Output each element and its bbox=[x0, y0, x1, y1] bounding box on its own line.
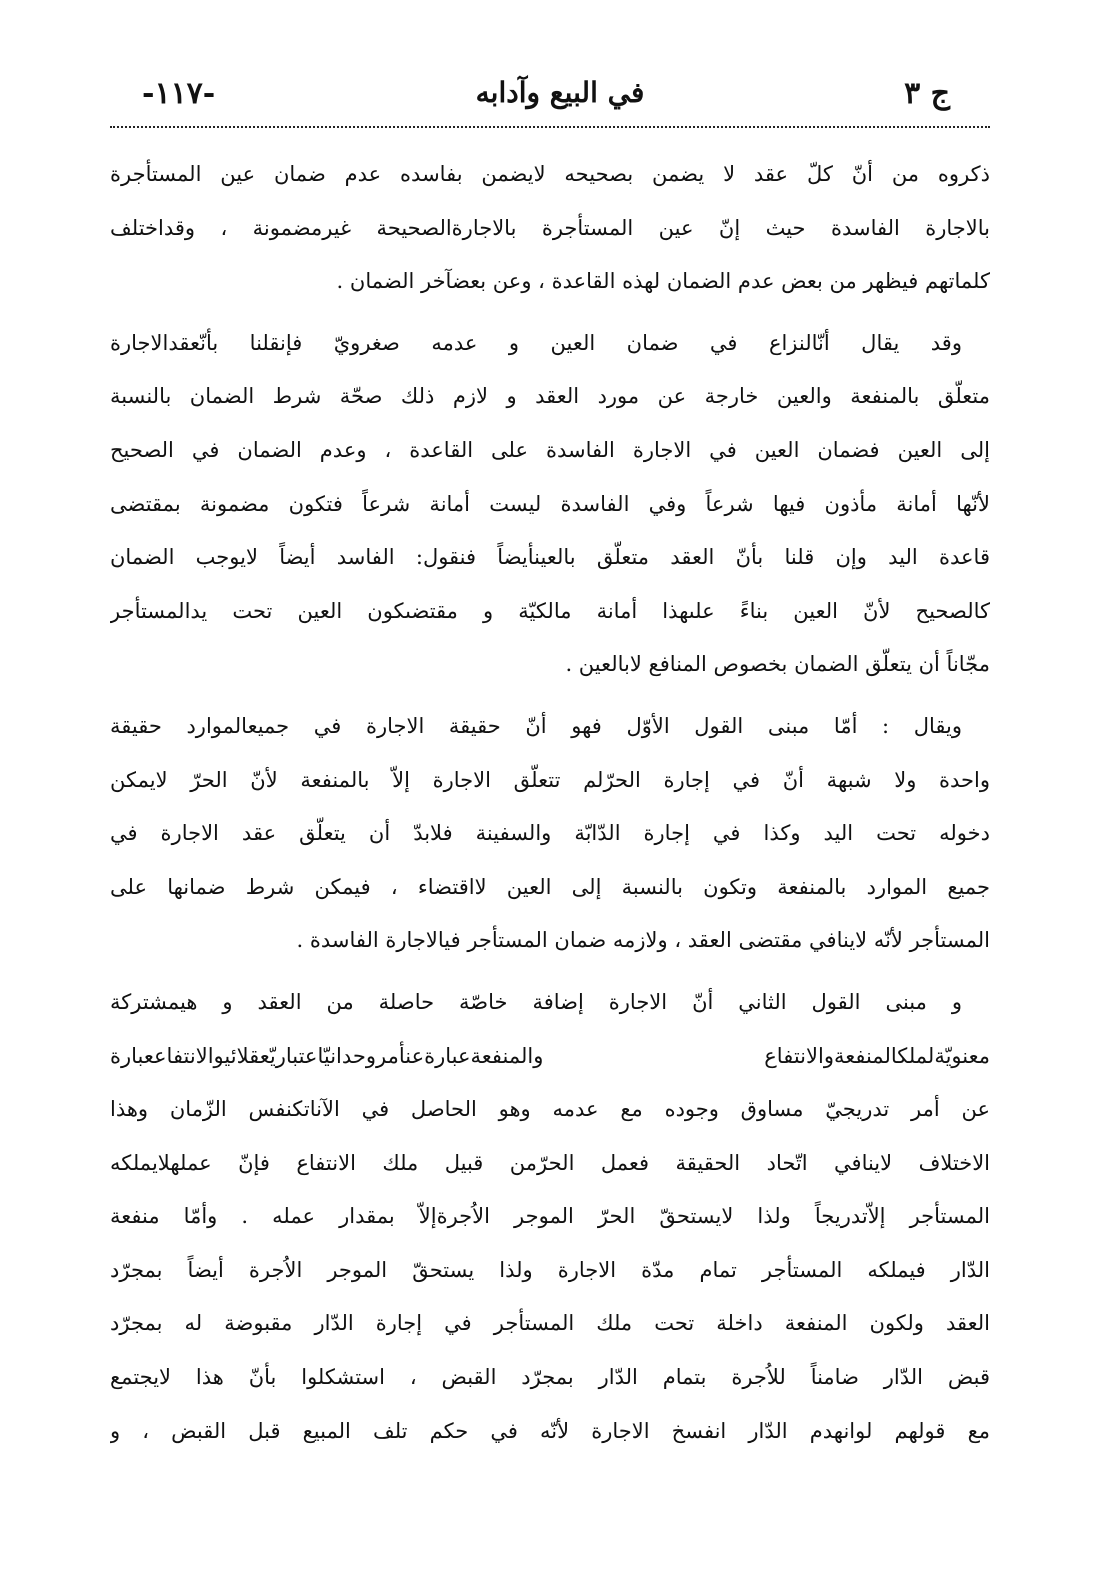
paragraph bbox=[110, 148, 990, 309]
text-line: لأنّها أمانة مأذون فيها شرعاً وفي الفاسدة ليست أمانة شرعاً فتكون مضمونة بمقتضى bbox=[110, 491, 990, 516]
text-line: معنويّةلملكالمنفعةوالانتفاع والمنفعةعبارةعنأمروحدانيّاعتباريّعقلائيوالانتفاععبارة bbox=[110, 1043, 990, 1068]
text-line: إلى العين فضمان العين في الاجارة الفاسدة على القاعدة ، وعدم الضمان في الصحيح bbox=[110, 437, 990, 462]
text-line: وقد يقال أنّالنزاع في ضمان العين و عدمه صغرويّ فإنقلنا بأنّعقدالاجارة bbox=[110, 330, 962, 355]
paragraph bbox=[110, 317, 990, 692]
text-line: العقد ولكون المنفعة داخلة تحت ملك المستأجر في إجارة الدّار مقبوضة له بمجرّد bbox=[110, 1311, 990, 1336]
text-line: متعلّق بالمنفعة والعين خارجة عن مورد العقد و لازم ذلك صحّة شرط الضمان بالنسبة bbox=[110, 384, 990, 409]
page-body bbox=[110, 148, 990, 1466]
running-header bbox=[130, 70, 990, 122]
text-line: قاعدة اليد وإن قلنا بأنّ العقد متعلّق بالعينأيضاً فنقول: الفاسد أيضاً لايوجب الضمان bbox=[110, 545, 990, 570]
header-divider bbox=[110, 126, 990, 128]
text-line: واحدة ولا شبهة أنّ في إجارة الحرّلم تتعلّق الاجارة إلاّ بالمنفعة لأنّ الحرّ لايمكن bbox=[110, 767, 990, 792]
text-line: المستأجر لأنّه لاينافي مقتضى العقد ، ولازمه ضمان المستأجر فيالاجارة الفاسدة . bbox=[296, 928, 990, 953]
running-title: في البيع وآدابه bbox=[475, 76, 645, 109]
page-number: -١١٧- bbox=[142, 76, 216, 111]
text-line: قبض الدّار ضامناً للاُجرة بتمام الدّار بمجرّد القبض ، استشكلوا بأنّ هذا لايجتمع bbox=[110, 1365, 990, 1390]
text-line: ويقال : أمّا مبنى القول الأوّل فهو أنّ حقيقة الاجارة في جميعالموارد حقيقة bbox=[110, 713, 962, 738]
volume-number: ج ٣ bbox=[904, 76, 950, 111]
paragraph bbox=[110, 976, 990, 1458]
text-line: ذكروه من أنّ كلّ عقد لا يضمن بصحيحه لايضمن بفاسده عدم ضمان عين المستأجرة bbox=[110, 162, 990, 186]
text-line: كلماتهم فيظهر من بعض عدم الضمان لهذه القاعدة ، وعن بعضآخر الضمان . bbox=[336, 269, 990, 294]
text-line: الاختلاف لاينافي اتّحاد الحقيقة فعمل الحرّمن قبيل ملك الانتفاع فإنّ عملهلايملكه bbox=[110, 1150, 990, 1175]
text-line: المستأجر إلاّتدريجاً ولذا لايستحقّ الحرّ الموجر الاُجرةإلاّ بمقدار عمله . وأمّا منفعة bbox=[110, 1204, 990, 1229]
text-line: كالصحيح لأنّ العين بناءً علىهذا أمانة مالكيّة و مقتضىكون العين تحت يدالمستأجر bbox=[110, 598, 990, 623]
text-line: و مبنى القول الثاني أنّ الاجارة إضافة خاصّة حاصلة من العقد و هيمشتركة bbox=[110, 989, 962, 1014]
text-line: بالاجارة الفاسدة حيث إنّ عين المستأجرة بالاجارةالصحيحة غيرمضمونة ، وقداختلف bbox=[110, 215, 990, 240]
text-line: مع قولهم لوانهدم الدّار انفسخ الاجارة لأنّه في حكم تلف المبيع قبل القبض ، و bbox=[110, 1418, 990, 1443]
text-line: مجّاناً أن يتعلّق الضمان بخصوص المنافع لابالعين . bbox=[565, 652, 990, 677]
text-line: دخوله تحت اليد وكذا في إجارة الدّابّة والسفينة فلابدّ أن يتعلّق عقد الاجارة في bbox=[110, 821, 990, 846]
paragraph bbox=[110, 700, 990, 968]
text-line: عن أمر تدريجيّ مساوق وجوده مع عدمه وهو الحاصل في الآناتكنفس الزّمان وهذا bbox=[110, 1097, 990, 1122]
text-line: الدّار فيملكه المستأجر تمام مدّة الاجارة ولذا يستحقّ الموجر الاُجرة أيضاً بمجرّد bbox=[110, 1257, 990, 1282]
text-line: جميع الموارد بالمنفعة وتكون بالنسبة إلى العين لااقتضاء ، فيمكن شرط ضمانها على bbox=[110, 874, 990, 899]
